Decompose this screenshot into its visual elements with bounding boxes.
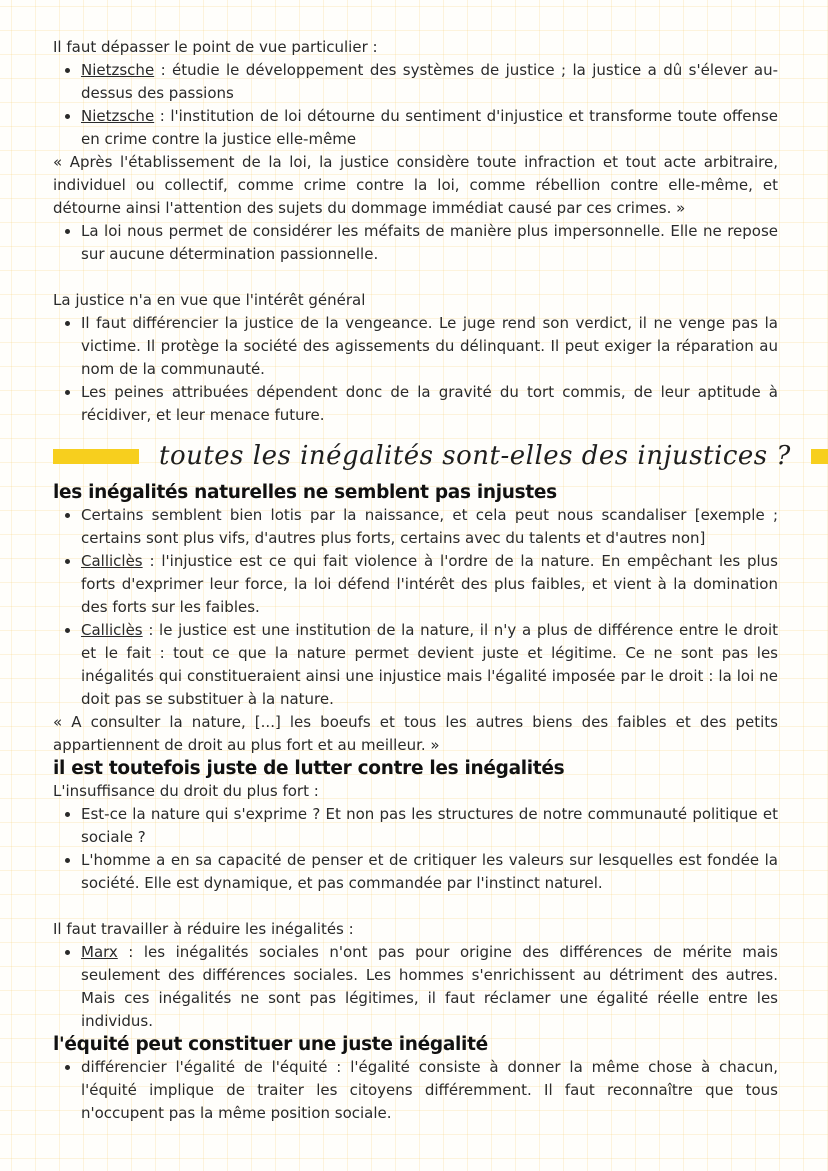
heading-equity: l'équité peut constituer une juste inégalité	[53, 1034, 488, 1055]
list-item: • différencier l'égalité de l'équité : l'égalité consiste à donner la même chose à chacun, l'équité implique de traiter les citoyens différemment. Il faut reconnaître que tous n'occupent pas la même position sociale.	[81, 1056, 778, 1125]
section1-intro: Il faut dépasser le point de vue particulier :	[53, 38, 378, 56]
list-item-text: : les inégalités sociales n'ont pas pour origine des différences de mérite mais seulement des différences sociales. Les hommes s'enrichissent au détriment des autres. Mais ces inégalités ne sont pas légitimes, il faut réclamer une égalité réelle entre les individus.	[81, 943, 778, 1030]
author-name: Calliclès	[81, 552, 143, 570]
list-item: • Certains semblent bien lotis par la naissance, et cela peut nous scandaliser [exemple ; certains sont plus vifs, d'autres plus forts, certains avec du talents et d'autres non]	[81, 504, 778, 550]
list-item: • Il faut différencier la justice de la vengeance. Le juge rend son verdict, il ne venge pas la victime. Il protège la société des agissements du délinquant. Il peut exiger la réparation au nom de la communauté.	[81, 312, 778, 381]
heading-fight-inequalities: il est toutefois juste de lutter contre les inégalités	[53, 758, 565, 779]
list-item	[81, 941, 778, 1033]
part3-list	[53, 1056, 778, 1125]
section-title: toutes les inégalités sont-elles des injustices ?	[159, 441, 791, 471]
list-item: • Les peines attribuées dépendent donc de la gravité du tort commis, de leur aptitude à récidiver, et leur menace future.	[81, 381, 778, 427]
divider-bar-left	[53, 449, 139, 464]
author-name: Nietzsche	[81, 107, 155, 125]
list-item: • L'homme a en sa capacité de penser et de critiquer les valeurs sur lesquelles est fondée la société. Elle est dynamique, et pas commandée par l'instinct naturel.	[81, 849, 778, 895]
section2-intro: La justice n'a en vue que l'intérêt général	[53, 291, 366, 309]
list-item	[81, 59, 778, 105]
list-item	[81, 619, 778, 711]
divider-bar-right	[811, 449, 828, 464]
section-divider	[53, 433, 791, 479]
section2-list	[53, 312, 778, 427]
section1-list-2	[53, 220, 778, 266]
callicles-quote: « A consulter la nature, [...] les boeufs et tous les autres biens des faibles et des petits appartiennent de droit au plus fort et au meilleur. »	[53, 713, 778, 754]
part2-list-2	[53, 941, 778, 1033]
document-page	[53, 36, 791, 1125]
author-name: Calliclès	[81, 621, 143, 639]
part2-intro: L'insuffisance du droit du plus fort :	[53, 782, 319, 800]
part2-intro-2: Il faut travailler à réduire les inégalités :	[53, 920, 354, 938]
list-item: • La loi nous permet de considérer les méfaits de manière plus impersonnelle. Elle ne repose sur aucune détermination passionnelle.	[81, 220, 778, 266]
heading-natural-inequalities: les inégalités naturelles ne semblent pas injustes	[53, 482, 557, 503]
list-item-text: : le justice est une institution de la nature, il n'y a plus de différence entre le droit et le fait : tout ce que la nature permet devient juste et légitime. Ce ne sont pas les inégalités qui constitueraient ainsi une injustice mais l'égalité imposée par le droit : la loi ne doit pas se substituer à la nature.	[81, 621, 778, 708]
list-item-text: : étudie le développement des systèmes de justice ; la justice a dû s'élever au-dessus des passions	[81, 61, 778, 102]
list-item	[81, 105, 778, 151]
list-item: • Est-ce la nature qui s'exprime ? Et non pas les structures de notre communauté politique et sociale ?	[81, 803, 778, 849]
part1-list	[53, 504, 778, 711]
list-item-text: : l'injustice est ce qui fait violence à l'ordre de la nature. En empêchant les plus forts d'exprimer leur force, la loi défend l'intérêt des plus faibles, et vient à la domination des forts sur les faibles.	[81, 552, 778, 616]
author-name: Marx	[81, 943, 118, 961]
section1-list	[53, 59, 778, 151]
part2-list	[53, 803, 778, 895]
nietzsche-quote: « Après l'établissement de la loi, la justice considère toute infraction et tout acte arbitraire, individuel ou collectif, comme crime contre la loi, comme rébellion contre elle-même, et détourne ainsi l'attention des sujets du dommage immédiat causé par ces crimes. »	[53, 153, 778, 217]
list-item	[81, 550, 778, 619]
author-name: Nietzsche	[81, 61, 155, 79]
list-item-text: : l'institution de loi détourne du sentiment d'injustice et transforme toute offense en crime contre la justice elle-même	[81, 107, 778, 148]
